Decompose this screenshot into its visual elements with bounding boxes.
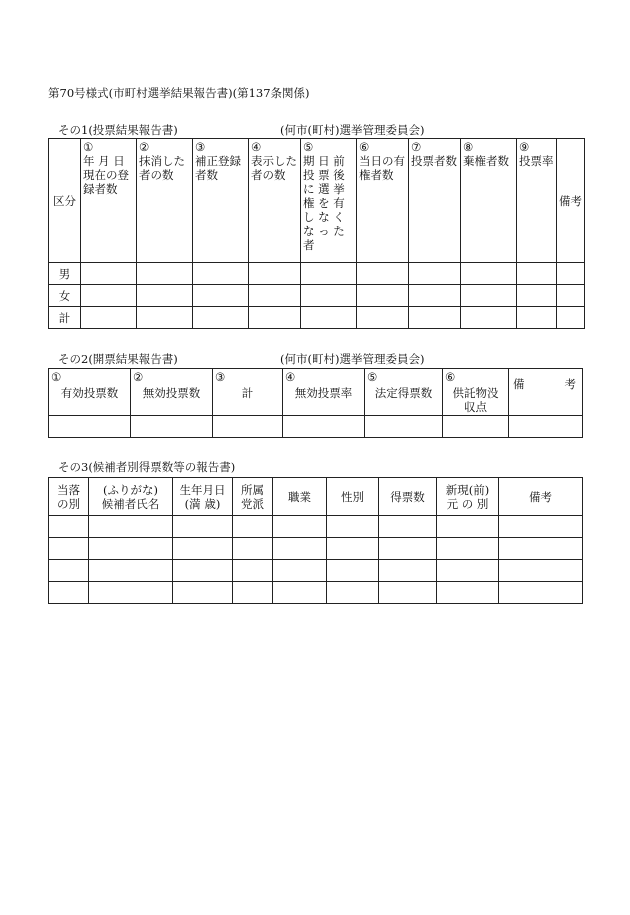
section1-title: その1(投票結果報告書) bbox=[58, 123, 178, 137]
col6-header: ⑥ 当日の有 権者数 bbox=[357, 139, 409, 263]
candidate-table bbox=[48, 477, 583, 604]
count-col5-header: ⑤ 法定得票数 bbox=[365, 369, 443, 416]
table-row bbox=[49, 307, 585, 329]
col4-header: ④ 表示した 者の数 bbox=[249, 139, 301, 263]
col7-header: ⑦ 投票者数 bbox=[409, 139, 461, 263]
cand-col-party: 所属 党派 bbox=[233, 478, 273, 516]
table-row bbox=[49, 560, 583, 582]
table-row bbox=[49, 285, 585, 307]
cand-col-job: 職業 bbox=[273, 478, 327, 516]
table-row bbox=[49, 416, 583, 438]
form-title: 第70号様式(市町村選挙結果報告書)(第137条関係) bbox=[48, 86, 310, 100]
row-label-total: 計 bbox=[49, 307, 81, 329]
cand-col-votes: 得票数 bbox=[379, 478, 437, 516]
count-result-table bbox=[48, 368, 583, 438]
count-col2-header: ② 無効投票数 bbox=[131, 369, 213, 416]
col2-header: ② 抹消した 者の数 bbox=[137, 139, 193, 263]
col8-header: ⑧ 棄権者数 bbox=[461, 139, 517, 263]
table-row bbox=[49, 582, 583, 604]
col5-header: ⑤ 期 日 前 投 票 後 に 選 挙 権 を 有 し な く な っ た 者 bbox=[301, 139, 357, 263]
count-biko-header: 備 考 bbox=[509, 369, 583, 416]
vote-result-table bbox=[48, 138, 585, 329]
count-col4-header: ④ 無効投票率 bbox=[283, 369, 365, 416]
section2-title: その2(開票結果報告書) bbox=[58, 352, 178, 366]
col1-header: ① 年 月 日 現在の登 録者数 bbox=[81, 139, 137, 263]
section3-title: その3(候補者別得票数等の報告書) bbox=[58, 460, 236, 474]
cand-col-birth: 生年月日 (満 歳) bbox=[173, 478, 233, 516]
count-col3-header: ③ 計 bbox=[213, 369, 283, 416]
count-col6-header: ⑥ 供託物没 収点 bbox=[443, 369, 509, 416]
cand-col-result: 当落 の別 bbox=[49, 478, 89, 516]
col3-header: ③ 補正登録 者数 bbox=[193, 139, 249, 263]
cand-col-sex: 性別 bbox=[327, 478, 379, 516]
count-col1-header: ① 有効投票数 bbox=[49, 369, 131, 416]
table-row bbox=[49, 516, 583, 538]
row-label-male: 男 bbox=[49, 263, 81, 285]
table-row bbox=[49, 263, 585, 285]
row-label-female: 女 bbox=[49, 285, 81, 307]
cand-col-biko: 備考 bbox=[499, 478, 583, 516]
col9-header: ⑨ 投票率 bbox=[517, 139, 557, 263]
kubun-header: 区分 bbox=[49, 139, 81, 263]
section2-committee: (何市(町村)選挙管理委員会) bbox=[280, 352, 425, 366]
section1-committee: (何市(町村)選挙管理委員会) bbox=[280, 123, 425, 137]
table-row bbox=[49, 538, 583, 560]
biko-header: 備考 bbox=[557, 139, 585, 263]
cand-col-name: (ふりがな) 候補者氏名 bbox=[89, 478, 173, 516]
cand-col-status: 新現(前) 元 の 別 bbox=[437, 478, 499, 516]
